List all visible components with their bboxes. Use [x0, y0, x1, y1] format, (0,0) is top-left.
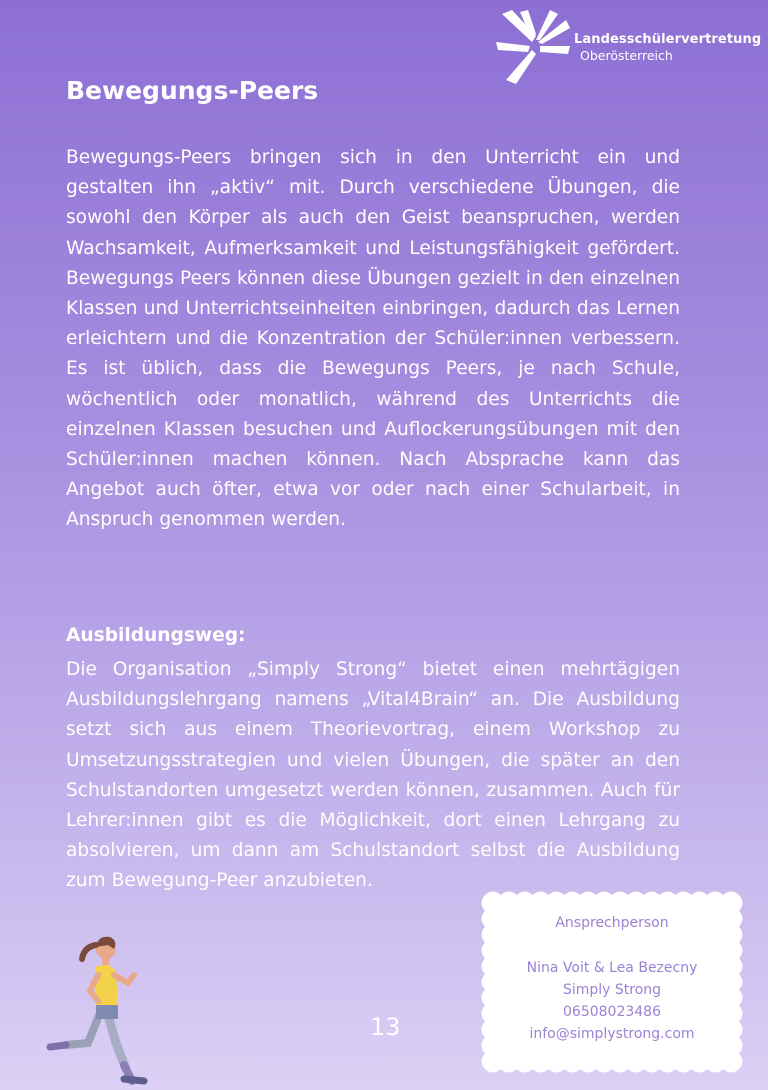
- intro-paragraph: Bewegungs-Peers bringen sich in den Unterricht ein und gestalten ihn „aktiv“ mit. Durch verschiedene Übungen, die sowohl den Körper als auch den Geist beanspruchen, werden Wachsamkeit, Aufmerksamkeit und Leistungsfähigkeit gefördert. Bewegungs Peers können diese Übungen gezielt in den einzelnen Klassen und Unterrichtseinheiten einbringen, dadurch das Lernen erleichtern und die Konzentration der Schüler:innen verbessern. Es ist üblich, dass die Bewegungs Peers, je nach Schule, wöchentlich oder monatlich, während des Unterrichts die einzelnen Klassen besuchen und Auflockerungsübungen mit den Schüler:innen machen können. Nach Absprache kann das Angebot auch öfter, etwa vor oder nach einer Schularbeit, in Anspruch genommen werden.: [66, 147, 680, 531]
- contact-email[interactable]: info@simplystrong.com: [529, 1026, 695, 1042]
- logo: [492, 6, 762, 86]
- section-heading: Ausbildungsweg:: [66, 625, 246, 646]
- contact-names: Nina Voit & Lea Bezecny: [526, 960, 698, 976]
- section-paragraph: Die Organisation „Simply Strong“ bietet einen mehrtägigen Ausbildungslehrgang namens „Vital4Brain“ an. Die Ausbildung setzt sich aus einem Theorievortrag, einem Workshop zu Umsetzungsstrategien und vielen Übungen, die später an den Schulstandorten umgesetzt werden können, zusammen. Auch für Lehrer:innen gibt es die Möglichkeit, dort einen Lehrgang zu absolvieren, um dann am Schulstandort selbst die Ausbildung zum Bewegung-Peer anzubieten.: [66, 659, 680, 892]
- page-number: 13: [370, 1013, 401, 1041]
- running-woman-illustration: [38, 935, 168, 1085]
- lsv-arrows-logo-icon: [492, 6, 572, 86]
- page-title: Bewegungs-Peers: [66, 76, 319, 105]
- contact-heading: Ansprechperson: [555, 915, 669, 931]
- logo-name: Landesschülervertretung: [574, 32, 762, 47]
- contact-organization: Simply Strong: [562, 982, 662, 998]
- contact-phone[interactable]: 06508023486: [563, 1004, 661, 1020]
- contact-card: [478, 888, 746, 1076]
- logo-subtitle: Oberösterreich: [580, 48, 673, 63]
